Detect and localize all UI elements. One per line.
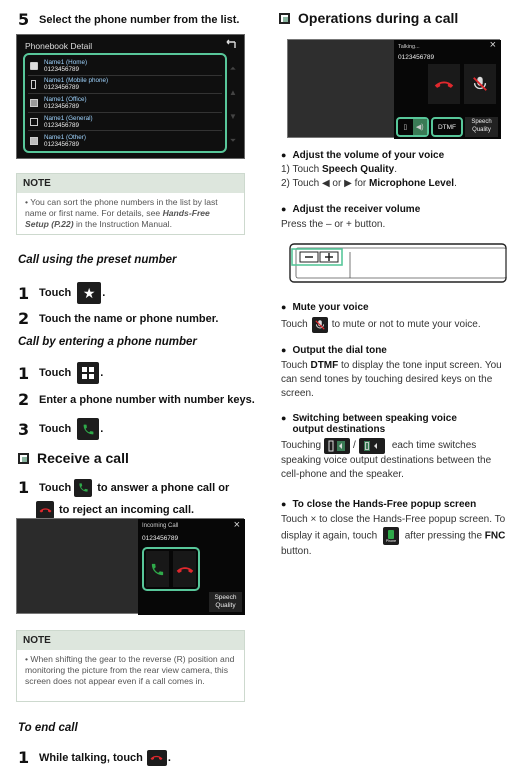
text-part: each time switches	[391, 440, 477, 451]
caller-number: 0123456789	[142, 535, 179, 542]
period: .	[100, 423, 104, 435]
end-call-icon[interactable]	[147, 750, 167, 766]
period: .	[167, 751, 171, 764]
microphone-level-label: Microphone Level	[369, 178, 455, 189]
receiver-section	[281, 204, 507, 232]
step-touch-keypad	[18, 362, 103, 384]
receiver-text: Press the – or + button.	[281, 219, 386, 230]
text-part: .	[394, 164, 397, 175]
preset-heading: Call using the preset number	[18, 254, 177, 266]
back-arrow-icon[interactable]	[224, 39, 236, 52]
dtmf-label: DTMF	[310, 360, 339, 371]
step-text: While talking, touch	[39, 751, 143, 764]
right-triangle-icon[interactable]: ▶	[344, 178, 352, 189]
dtmf-button[interactable]: DTMF	[431, 117, 463, 137]
step-text: to reject an incoming call.	[59, 504, 195, 516]
answer-call-icon	[150, 562, 165, 577]
entry-name: Name1 (Home)	[44, 58, 88, 66]
star-glyph: ★	[82, 284, 96, 301]
heading-text: output destinations	[292, 424, 386, 435]
step-receive	[18, 478, 248, 523]
entry-name: Name1 (Other)	[44, 133, 86, 141]
text-part: 2) Touch	[281, 178, 322, 189]
entry-number: 0123456789	[44, 102, 80, 110]
scroll-top-icon[interactable]: ⏶	[229, 64, 237, 73]
hang-up-icon	[434, 79, 454, 89]
step-text: Touch	[39, 423, 72, 435]
answer-call-icon[interactable]	[74, 479, 92, 497]
entry-number: 0123456789	[44, 121, 80, 129]
section-title-text: Operations during a call	[298, 10, 459, 26]
scroll-down-icon[interactable]: ▼	[229, 112, 237, 121]
volume-buttons-illustration	[280, 240, 507, 285]
step-text: Enter a phone number with number keys.	[39, 393, 255, 406]
text-part: to close the Hands-Free popup screen. To display it again, touch	[281, 514, 506, 542]
period: .	[102, 287, 106, 299]
step-select-number	[18, 10, 248, 29]
step-text: Touch	[39, 287, 72, 299]
heading-text: Adjust the receiver volume	[292, 204, 421, 215]
tone-heading	[281, 345, 507, 356]
step-text: Touch the name or phone number.	[39, 312, 219, 325]
mute-icon	[471, 75, 489, 93]
slash: /	[353, 440, 356, 451]
step-touch-name	[18, 309, 218, 328]
note-text	[17, 193, 244, 236]
heading-text: To close the Hands-Free popup screen	[292, 499, 477, 510]
scroll-up-icon[interactable]: ▲	[229, 88, 237, 97]
phonebook-detail-screen	[16, 34, 245, 159]
fnc-label: FNC	[484, 530, 506, 542]
note-text-part: When shifting the gear to the reverse (R) position and monitoring the picture from the rear view camera, this screen does not appear even if a call comes in.	[25, 654, 235, 686]
speaker-output-icon: ◀)	[413, 119, 428, 135]
section-title-text: Receive a call	[37, 450, 129, 466]
entry-number: 0123456789	[44, 84, 80, 92]
scroll-bottom-icon[interactable]: ⏷	[229, 136, 237, 145]
bullet-dot: ●	[281, 499, 287, 509]
volume-heading	[281, 150, 507, 161]
text-part: 1) Touch	[281, 164, 322, 175]
entry-number: 0123456789	[44, 140, 80, 148]
call-icon[interactable]	[77, 418, 99, 440]
text-part: button.	[281, 546, 312, 557]
incoming-call-popup	[138, 519, 245, 615]
heading-text: Adjust the volume of your voice	[292, 150, 445, 161]
reject-call-icon	[176, 565, 194, 574]
entry-name: Name1 (Office)	[44, 95, 87, 103]
text-part: Touch	[281, 319, 308, 330]
phone-app-icon[interactable]	[383, 527, 399, 545]
step-number: 1	[18, 748, 30, 767]
switching-section	[281, 413, 507, 482]
left-column	[18, 10, 248, 33]
step-number: 1	[18, 283, 30, 303]
text-part: Touch	[281, 514, 311, 525]
close-x-icon[interactable]: ×	[310, 514, 317, 525]
phone-output-icon: ▯	[403, 124, 408, 131]
mute-text	[281, 317, 507, 333]
receive-call-title	[18, 450, 129, 466]
speech-quality-label: Speech Quality	[321, 164, 395, 175]
step-touch-call	[18, 418, 103, 440]
bullet-dot: ●	[281, 302, 287, 312]
note-text-part: You can sort the phone numbers in the list by last name or first name. For details, see	[25, 197, 218, 218]
step-number: 2	[18, 390, 30, 409]
note-bullet: •	[25, 654, 29, 664]
bullet-dot: ●	[281, 204, 287, 214]
general-phone-icon	[30, 118, 38, 126]
step-number: 1	[18, 363, 30, 383]
talking-popup	[394, 40, 501, 139]
speaker-output-icon[interactable]	[359, 438, 385, 454]
section-icon	[279, 13, 290, 24]
entry-number: 0123456789	[44, 65, 80, 73]
voice-output-toggle[interactable]	[396, 117, 429, 137]
step-number: 5	[18, 10, 30, 29]
speech-quality-button[interactable]: Speech Quality	[209, 592, 242, 612]
text-part: Touching	[281, 440, 322, 451]
close-popup-section	[281, 499, 507, 559]
text-part: to display the tone input screen. You can send tones by touching desired keys on the screen.	[281, 360, 502, 399]
phonebook-entry-home[interactable]	[28, 57, 222, 76]
step-text: to answer a phone call or	[97, 481, 230, 494]
mute-button[interactable]	[464, 64, 496, 104]
phone-output-icon[interactable]	[324, 438, 350, 454]
step-text: Touch	[39, 367, 72, 379]
heading-text: Switching between speaking voice	[292, 413, 457, 424]
step-preset-touch	[18, 282, 105, 304]
hands-free-setup-link[interactable]: Hands-Free Setup (P.22)	[25, 208, 210, 229]
talking-screen	[287, 39, 500, 138]
step-text: Touch	[39, 481, 72, 494]
section-icon	[18, 453, 29, 464]
phonebook-entry-mobile[interactable]	[28, 76, 222, 95]
answer-button[interactable]	[146, 551, 169, 587]
star-icon[interactable]	[77, 282, 101, 304]
other-icon	[30, 137, 38, 145]
reject-button[interactable]	[173, 551, 196, 587]
phonebook-entry-general[interactable]	[28, 113, 222, 132]
popup-title: Incoming Call	[142, 523, 179, 529]
receiver-heading	[281, 204, 507, 215]
volume-step-2	[281, 177, 507, 191]
phonebook-entry-office[interactable]	[28, 94, 222, 113]
note-heading: NOTE	[17, 174, 244, 193]
screen-title: Phonebook Detail	[25, 41, 93, 51]
end-call-heading: To end call	[18, 722, 78, 734]
phonebook-list	[23, 53, 227, 153]
operations-title	[279, 10, 507, 26]
heading-text: Mute your voice	[292, 302, 369, 313]
close-heading	[281, 499, 507, 510]
phonebook-entry-other[interactable]	[28, 131, 222, 150]
caller-number: 0123456789	[398, 54, 435, 61]
text-part: Touch	[281, 360, 311, 371]
keypad-icon[interactable]	[77, 362, 99, 384]
call-buttons	[142, 547, 200, 591]
office-icon	[30, 99, 38, 107]
text-part: to mute or not to mute your voice.	[331, 319, 481, 330]
talking-controls	[396, 117, 499, 137]
close-text	[281, 513, 507, 559]
heading-text: Output the dial tone	[292, 345, 387, 356]
step-enter-number	[18, 390, 255, 409]
switching-heading	[281, 413, 507, 435]
note-text-part: in the Instruction Manual.	[73, 219, 172, 229]
note-heading: NOTE	[17, 631, 244, 650]
bullet-dot: ●	[281, 413, 287, 423]
phone-app-label: Phone	[385, 538, 397, 543]
right-column	[279, 10, 507, 133]
speech-quality-button[interactable]: Speech Quality	[465, 117, 498, 137]
text-part: for	[351, 178, 370, 189]
switching-text-line1	[281, 438, 507, 454]
volume-section	[281, 150, 507, 191]
close-icon[interactable]: ×	[489, 39, 496, 51]
note-box-sort	[16, 173, 245, 235]
switching-text-line2: speaking voice output destinations between the cell-phone and the speaker.	[281, 455, 492, 480]
note-text	[17, 650, 244, 693]
mute-icon[interactable]	[312, 317, 328, 333]
note-box-reverse	[16, 630, 245, 702]
text-part: or	[329, 178, 345, 189]
dial-tone-section	[281, 345, 507, 401]
entry-name: Name1 (Mobile phone)	[44, 77, 109, 85]
text-part: .	[454, 178, 457, 189]
reject-call-icon[interactable]	[36, 501, 54, 519]
step-number: 2	[18, 309, 30, 328]
text-part: after pressing the	[404, 530, 485, 542]
incoming-call-screen	[16, 518, 244, 614]
step-end-call	[18, 748, 171, 767]
entry-name: Name1 (General)	[44, 114, 93, 122]
mobile-phone-icon	[31, 80, 36, 89]
entering-heading: Call by entering a phone number	[18, 336, 197, 348]
scrollbar[interactable]	[226, 57, 240, 153]
period: .	[100, 367, 104, 379]
close-icon[interactable]: ×	[233, 519, 240, 531]
left-triangle-icon[interactable]: ◀	[321, 178, 330, 189]
step-text: Select the phone number from the list.	[39, 13, 240, 26]
home-icon	[30, 62, 38, 70]
popup-title: Talking...	[398, 44, 420, 50]
mute-heading	[281, 302, 507, 313]
step-number: 1	[18, 478, 30, 497]
mute-section	[281, 302, 507, 333]
note-bullet: •	[25, 197, 29, 207]
bullet-dot: ●	[281, 345, 287, 355]
tone-text	[281, 359, 507, 401]
volume-step-1	[281, 163, 507, 177]
bullet-dot: ●	[281, 150, 287, 160]
step-number: 3	[18, 419, 30, 439]
hang-up-button[interactable]	[428, 64, 460, 104]
